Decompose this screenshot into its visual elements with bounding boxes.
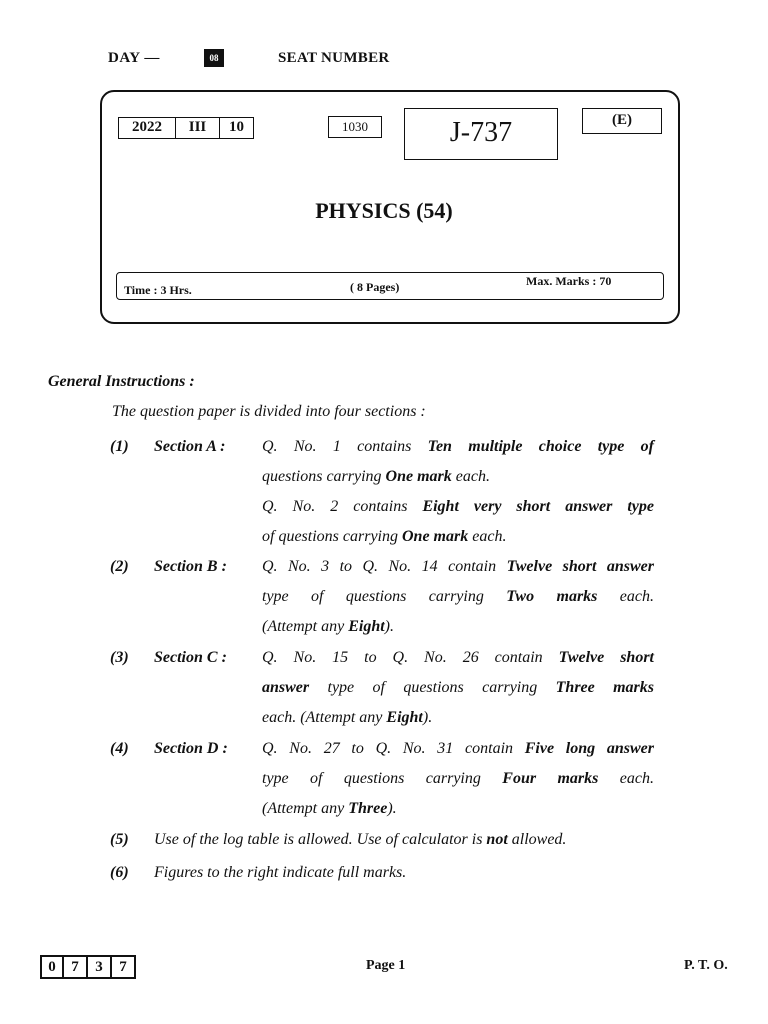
instruction-emphasis: One mark [385, 468, 452, 485]
instruction-text: (Attempt any [262, 800, 349, 817]
instruction-emphasis: Five long answer [524, 740, 655, 757]
instruction-line [262, 770, 654, 788]
instruction-text: questions carrying [262, 468, 386, 485]
paper-code: J-737 [404, 108, 558, 160]
instruction-text: Q. No. 15 to Q. No. 26 contain [262, 649, 559, 666]
item-number: (2) [110, 558, 129, 575]
instruction-line [262, 740, 654, 758]
paper-code-digits [40, 955, 136, 979]
code-digit: 3 [88, 955, 112, 979]
instruction-emphasis: Eight very short answer type [422, 498, 654, 515]
instruction-emphasis: Two marks [506, 588, 598, 605]
instruction-text: each. [468, 528, 507, 545]
item-number: (1) [110, 438, 129, 455]
instruction-emphasis: One mark [402, 528, 469, 545]
section-label: Section D : [154, 740, 228, 757]
instruction-emphasis: Twelve short answer [506, 558, 655, 575]
exam-duration: Time : 3 Hrs. [124, 283, 192, 297]
instruction-text: each. [451, 468, 490, 485]
instruction-text: type of questions carrying [309, 679, 556, 696]
exam-year: 2022 [118, 117, 176, 139]
instruction-text: Q. No. 2 contains [262, 498, 423, 515]
item-number: (3) [110, 649, 129, 666]
code-digit: 7 [64, 955, 88, 979]
instruction-text: ). [387, 800, 397, 817]
exam-month: III [176, 117, 220, 139]
instruction-line [262, 468, 654, 486]
code-digit: 7 [112, 955, 136, 979]
instruction-item-6: Figures to the right indicate full marks. [154, 864, 407, 881]
instruction-text: each. [597, 588, 655, 605]
instruction-text: (Attempt any [262, 618, 349, 635]
instruction-text: type of questions carrying [262, 588, 507, 605]
exam-day: 10 [220, 117, 254, 139]
section-label: Section B : [154, 558, 227, 575]
instruction-text: allowed. [507, 831, 567, 848]
instruction-emphasis: Eight [348, 618, 385, 635]
instruction-text: ). [384, 618, 394, 635]
instruction-emphasis: Four marks [502, 770, 599, 787]
instruction-emphasis: Ten multiple choice type of [427, 438, 654, 455]
date-code-cells [118, 117, 254, 139]
section-label: Section A : [154, 438, 226, 455]
instructions-heading: General Instructions : [48, 373, 195, 390]
instructions-intro: The question paper is divided into four sections : [112, 403, 426, 420]
page-number: Page 1 [366, 958, 406, 973]
instruction-line [262, 498, 654, 516]
instruction-text: of questions carrying [262, 528, 402, 545]
language-code: (E) [582, 108, 662, 134]
code-digit: 0 [40, 955, 64, 979]
instruction-line [262, 709, 654, 727]
instruction-line [262, 588, 654, 606]
instruction-emphasis: Three marks [555, 679, 655, 696]
instruction-line [262, 679, 654, 697]
instruction-text: Q. No. 27 to Q. No. 31 contain [262, 740, 525, 757]
instruction-emphasis: not [486, 831, 508, 848]
instruction-emphasis: Twelve short [558, 649, 655, 666]
instruction-text: ). [422, 709, 433, 726]
instruction-text: Use of the log table is allowed. Use of calculator is [154, 831, 487, 848]
instruction-line [262, 649, 654, 667]
instruction-emphasis: Eight [386, 709, 423, 726]
instruction-text: type of questions carrying [262, 770, 503, 787]
max-marks: Max. Marks : 70 [526, 274, 612, 288]
item-number: (4) [110, 740, 129, 757]
instruction-line [262, 800, 654, 818]
instruction-line [262, 438, 654, 456]
instruction-emphasis: Three [348, 800, 388, 817]
subject-title: PHYSICS (54) [315, 198, 453, 223]
section-label: Section C : [154, 649, 227, 666]
instruction-item-5 [154, 831, 566, 849]
please-turn-over: P. T. O. [684, 958, 728, 973]
day-label: DAY — [108, 50, 160, 66]
instruction-line [262, 528, 654, 546]
instruction-text: Q. No. 1 contains [262, 438, 428, 455]
instruction-text: each. [598, 770, 655, 787]
instruction-text: Q. No. 3 to Q. No. 14 contain [262, 558, 507, 575]
item-number: (5) [110, 831, 129, 848]
instruction-emphasis: answer [262, 679, 310, 696]
seat-number-label: SEAT NUMBER [278, 50, 390, 66]
instruction-text: each. (Attempt any [262, 709, 387, 726]
day-value: 08 [204, 49, 224, 67]
instruction-line [262, 558, 654, 576]
page-count: ( 8 Pages) [350, 280, 400, 294]
instruction-line [262, 618, 654, 636]
time-code: 1030 [328, 116, 382, 138]
item-number: (6) [110, 864, 129, 881]
